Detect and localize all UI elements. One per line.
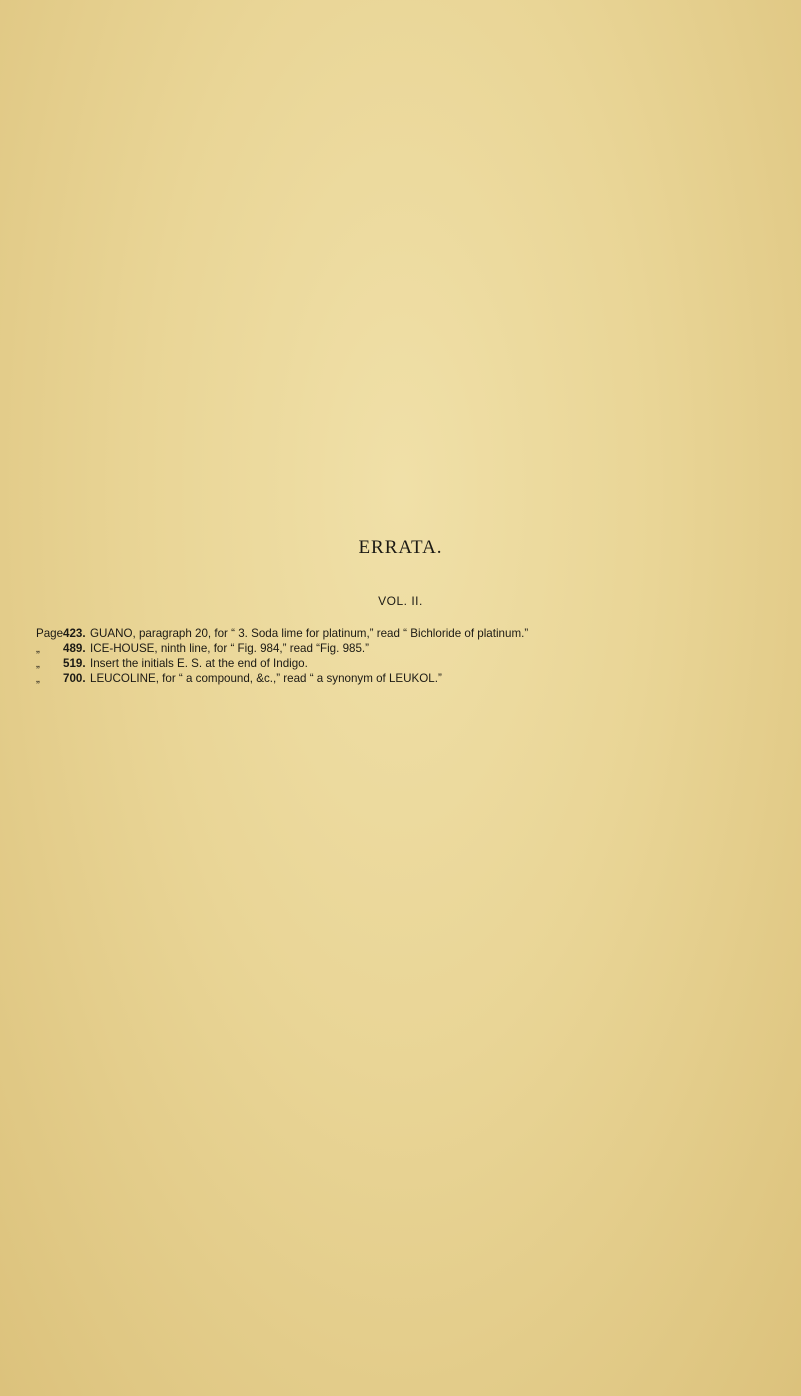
errata-entry	[36, 656, 796, 671]
entry-text: GUANO, paragraph 20, for “ 3. Soda lime for platinum,” read “ Bichloride of platinum.”	[90, 627, 529, 640]
entry-page-number: 423.	[63, 627, 86, 640]
entry-prefix: „	[36, 657, 40, 670]
errata-title: ERRATA.	[358, 537, 443, 558]
entry-prefix: „	[36, 672, 40, 685]
entry-page-number: 489.	[63, 642, 86, 655]
entry-text: LEUCOLINE, for “ a compound, &c.,” read “ a synonym of LEUKOL.”	[90, 672, 442, 685]
errata-entry	[36, 626, 796, 641]
errata-list	[36, 626, 796, 686]
entry-text: Insert the initials E. S. at the end of Indigo.	[90, 657, 308, 670]
errata-entry	[36, 671, 796, 686]
entry-page-number: 519.	[63, 657, 86, 670]
entry-prefix: Page	[36, 627, 64, 640]
volume-label: VOL. II.	[378, 594, 423, 608]
entry-prefix: „	[36, 642, 40, 655]
errata-entry	[36, 641, 796, 656]
entry-text: ICE-HOUSE, ninth line, for “ Fig. 984,” read “Fig. 985.”	[90, 642, 369, 655]
entry-page-number: 700.	[63, 672, 86, 685]
